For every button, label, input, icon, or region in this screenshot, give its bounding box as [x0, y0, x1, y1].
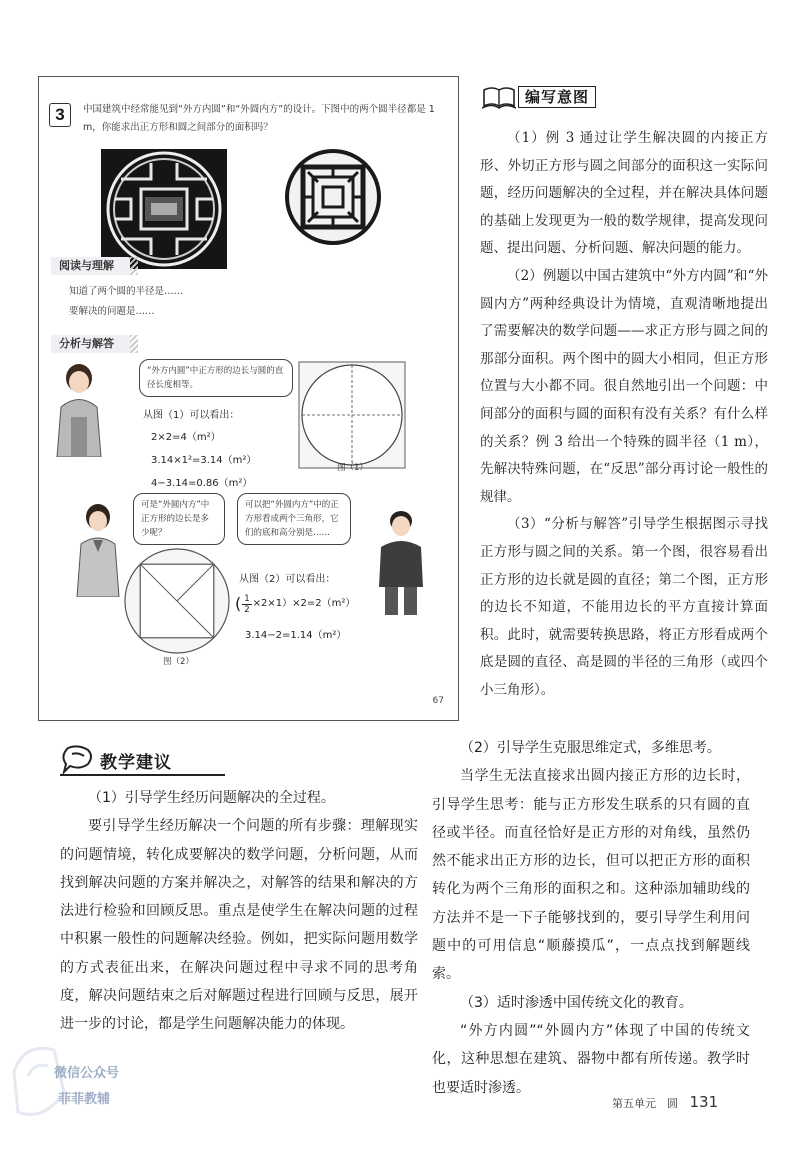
intent-body [480, 125, 768, 704]
goal-line: 要解决的问题是…… [69, 306, 155, 317]
girl-illustration-2 [71, 502, 126, 597]
watermark-line-2: 菲菲教辅 [58, 1092, 111, 1107]
page-footer [612, 1093, 718, 1111]
teaching-point-1-heading: （1）引导学生经历问题解决的全过程。 [88, 790, 335, 806]
fraction-denominator: 2 [244, 604, 250, 615]
teaching-point-3-heading: （3）适时渗透中国传统文化的教育。 [460, 994, 693, 1011]
calc-square-area: 2×2=4（m²） [151, 432, 221, 443]
intent-paragraph-1: （1）例 3 通过让学生解决圆的内接正方形、外切正方形与圆之间部分的面积这一实际问题，经历问题解决的全过程，并在解决具体问题的基础上发现更为一般的数学规律，提高发现问题、提出问题、分析问题、解决问题的能力。 [480, 130, 768, 257]
fraction-numerator: 1 [244, 593, 250, 604]
from-figure-1-label: 从图（1）可以看出： [143, 410, 240, 421]
calc-difference-2: 3.14−2=1.14（m²） [245, 630, 347, 641]
reading-section-tag: 阅读与理解 [51, 257, 130, 275]
girl-speech-bubble-2: 可是“外圆内方”中正方形的边长是多少呢？ [133, 493, 225, 545]
girl-speech-bubble-1: “外方内圆”中正方形的边长与圆的直径长度相等。 [139, 359, 293, 397]
teaching-underline [60, 774, 225, 776]
teaching-speech-icon [60, 744, 96, 774]
textbook-page-number: 67 [432, 696, 444, 706]
analysis-section-tag: 分析与解答 [51, 335, 130, 353]
watermark-line-1: 微信公众号 [54, 1066, 120, 1081]
intent-paragraph-2: （2）例题以中国古建筑中“外方内圆”和“外圆内方”两种经典设计为情境，直观清晰地提出了需要解决的数学问题——求正方形与圆之间的那部分面积。两个图中的圆大小相同，但正方形位置与大小都不同。很自然地引出一个问题：中间部分的面积与圆的面积有没有关系？有什么样的关系？例 3 给出一个特殊的圆半径（1 m），先解决特殊问题，在“反思”部分再讨论一般性的规律。 [480, 267, 768, 505]
teaching-title: 教学建议 [100, 753, 172, 773]
page-number: 131 [689, 1093, 719, 1111]
textbook-excerpt [38, 76, 459, 721]
teaching-column-left [60, 784, 418, 1039]
teaching-point-3-body: “外方内圆”“外圆内方”体现了中国的传统文化，这种思想在建筑、器物中都有所传递。教学时也要适时渗透。 [432, 1022, 750, 1096]
boy-illustration [371, 507, 431, 615]
teaching-column-right [432, 734, 750, 1102]
calc-triangles-rest: ×2×1）×2=2（m²） [252, 598, 356, 609]
example-number: 3 [49, 103, 71, 127]
teaching-point-2-heading: （2）引导学生克服思维定式，多维思考。 [460, 740, 721, 756]
teaching-header [60, 744, 220, 778]
unit-label: 第五单元 圆 [612, 1097, 678, 1110]
watermark-emblem [4, 1032, 174, 1142]
book-icon [482, 84, 516, 110]
calc-difference-1: 4−3.14=0.86（m²） [151, 478, 253, 489]
outer-circle-inner-square-photo [283, 147, 383, 247]
girl-illustration-1 [49, 362, 109, 457]
intent-paragraph-3: （3）“分析与解答”引导学生根据图示寻找正方形与圆之间的关系。第一个图，很容易看出正方形的边长就是圆的直径；第二个图，正方形的边长不知道，不能用边长的平方直接计算面积。此时，就需要转换思路，将正方形看成两个底是圆的直径、高是圆的半径的三角形（或四个小三角形）。 [480, 516, 768, 698]
example-question: 中国建筑中经常能见到“外方内圆”和“外圆内方”的设计。下图中的两个圆半径都是 1 m，你能求出正方形和圆之间部分的面积吗？ [83, 104, 435, 133]
intent-title: 编写意图 [518, 86, 596, 108]
boy-speech-bubble: 可以把“外圆内方”中的正方形看成两个三角形，它们的底和高分别是…… [237, 493, 351, 545]
from-figure-2-label: 从图（2）可以看出： [239, 574, 336, 585]
figure-1-caption: 图（1） [337, 463, 368, 473]
figure-2-circle-with-square [121, 545, 233, 657]
figure-2-caption: 图（2） [163, 657, 194, 667]
teaching-point-2-body: 当学生无法直接求出圆内接正方形的边长时，引导学生思考：能与正方形发生联系的只有圆的直径或半径。而直径恰好是正方形的对角线，虽然仍然不能求出正方形的边长，但可以把正方形的面积转化为两个三角形的面积之和。这种添加辅助线的方法并不是一下子能够找到的，要引导学生利用问题中的可用信息“顺藤摸瓜”，一点点找到解题线索。 [432, 768, 750, 983]
known-line: 知道了两个圆的半径是…… [69, 286, 184, 297]
calc-triangles-area: ( $\frac{1}{2}$ ×2×1）×2=2（m²） [235, 593, 356, 615]
outer-square-inner-circle-photo [101, 149, 227, 269]
figure-1-square-with-circle [297, 360, 407, 470]
calc-circle-area: 3.14×1²=3.14（m²） [151, 455, 257, 466]
teaching-point-1-body: 要引导学生经历解决一个问题的所有步骤：理解现实的问题情境，转化成要解决的数学问题，分析问题，从而找到解决问题的方案并解决之，对解答的结果和解决的方法进行检验和回顾反思。重点是使学生在解决问题的过程中积累一般性的问题解决经验。例如，把实际问题用数学的方式表征出来，在解决问题过程中寻求不同的思考角度，解决问题结束之后对解题过程进行回顾与反思，展开进一步的讨论，都是学生问题解决能力的体现。 [60, 818, 418, 1033]
